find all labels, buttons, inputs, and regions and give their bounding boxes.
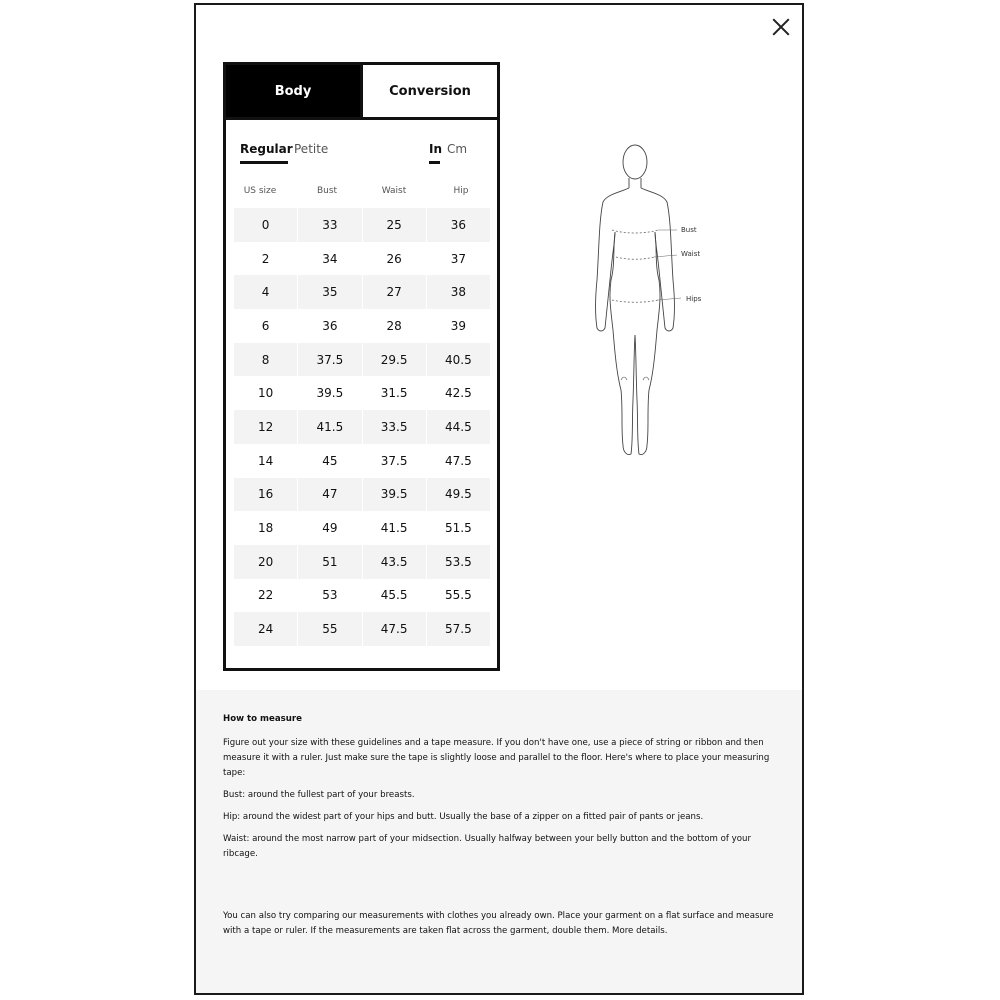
table-cell-us-size: 0: [234, 208, 297, 242]
table-cell-us-size: 16: [234, 478, 297, 512]
fit-regular-option[interactable]: Regular: [240, 142, 293, 156]
table-cell-us-size: 8: [234, 343, 297, 377]
table-row: [234, 275, 491, 309]
size-chart: [223, 62, 500, 671]
table-cell-us-size: 6: [234, 309, 297, 343]
how-to-measure-title: How to measure: [223, 714, 302, 724]
table-row: [234, 208, 491, 242]
table-cell-hip: 38: [427, 275, 490, 309]
table-cell-waist: 39.5: [363, 478, 426, 512]
table-cell-us-size: 4: [234, 275, 297, 309]
tab-body[interactable]: Body: [226, 65, 360, 117]
table-cell-hip: 47.5: [427, 444, 490, 478]
table-cell-bust: 47: [298, 478, 361, 512]
unit-selected-underline: [429, 161, 440, 164]
size-table-body: [234, 208, 491, 646]
table-cell-hip: 36: [427, 208, 490, 242]
table-cell-bust: 41.5: [298, 410, 361, 444]
table-cell-waist: 26: [363, 242, 426, 276]
table-cell-waist: 29.5: [363, 343, 426, 377]
fit-selected-underline: [240, 161, 288, 164]
table-cell-hip: 49.5: [427, 478, 490, 512]
how-to-measure-intro: Figure out your size with these guidelines and a tape measure. If you don't have one, use a piece of string or ribbon and then measure it with a ruler. Just make sure the tape is slightly loose and parallel to the floor. Here's where to place your measuring tape:: [223, 738, 770, 778]
table-cell-waist: 31.5: [363, 376, 426, 410]
close-icon[interactable]: [770, 16, 792, 38]
table-cell-bust: 36: [298, 309, 361, 343]
table-cell-bust: 33: [298, 208, 361, 242]
table-cell-waist: 43.5: [363, 545, 426, 579]
table-cell-waist: 33.5: [363, 410, 426, 444]
table-cell-hip: 57.5: [427, 612, 490, 646]
table-cell-waist: 27: [363, 275, 426, 309]
chart-tabs: [226, 65, 497, 120]
table-cell-us-size: 2: [234, 242, 297, 276]
figure-label-hips: Hips: [686, 295, 702, 303]
fit-petite-option[interactable]: Petite: [294, 142, 329, 156]
table-row: [234, 343, 491, 377]
table-cell-hip: 40.5: [427, 343, 490, 377]
table-cell-bust: 39.5: [298, 376, 361, 410]
table-cell-us-size: 10: [234, 376, 297, 410]
bust-instruction: Bust: around the fullest part of your breasts.: [223, 790, 415, 800]
table-row: [234, 242, 491, 276]
table-cell-us-size: 20: [234, 545, 297, 579]
column-header-bust: Bust: [316, 186, 338, 196]
unit-in-option[interactable]: In: [429, 142, 443, 156]
table-cell-bust: 53: [298, 579, 361, 613]
table-cell-us-size: 14: [234, 444, 297, 478]
table-cell-waist: 41.5: [363, 511, 426, 545]
table-cell-us-size: 12: [234, 410, 297, 444]
table-cell-us-size: 24: [234, 612, 297, 646]
compare-garment-text: You can also try comparing our measurements with clothes you already own. Place your garment on a flat surface and measure with a tape or ruler. If the measurements are taken flat across the garment, double them. More details.: [223, 911, 774, 936]
table-cell-hip: 39: [427, 309, 490, 343]
table-cell-hip: 55.5: [427, 579, 490, 613]
table-row: [234, 478, 491, 512]
table-row: [234, 410, 491, 444]
table-cell-bust: 55: [298, 612, 361, 646]
table-cell-hip: 42.5: [427, 376, 490, 410]
tab-conversion[interactable]: Conversion: [360, 65, 497, 117]
unit-cm-option[interactable]: Cm: [447, 142, 468, 156]
column-header-us-size: US size: [243, 186, 277, 196]
table-cell-waist: 45.5: [363, 579, 426, 613]
how-to-measure-section: [196, 690, 802, 993]
table-cell-bust: 49: [298, 511, 361, 545]
table-row: [234, 511, 491, 545]
table-cell-bust: 37.5: [298, 343, 361, 377]
column-header-hip: Hip: [453, 186, 469, 196]
column-header-waist: Waist: [381, 186, 407, 196]
table-cell-hip: 44.5: [427, 410, 490, 444]
figure-label-waist: Waist: [681, 250, 701, 258]
body-measurement-figure: [585, 140, 735, 470]
table-row: [234, 376, 491, 410]
table-cell-hip: 37: [427, 242, 490, 276]
table-row: [234, 444, 491, 478]
table-row: [234, 309, 491, 343]
table-row: [234, 579, 491, 613]
table-row: [234, 612, 491, 646]
hip-instruction: Hip: around the widest part of your hips and butt. Usually the base of a zipper on a fitted pair of pants or jeans.: [223, 812, 704, 822]
table-cell-bust: 45: [298, 444, 361, 478]
table-cell-bust: 51: [298, 545, 361, 579]
table-cell-waist: 25: [363, 208, 426, 242]
table-cell-waist: 28: [363, 309, 426, 343]
table-row: [234, 545, 491, 579]
table-cell-bust: 35: [298, 275, 361, 309]
waist-instruction: Waist: around the most narrow part of your midsection. Usually halfway between your belly button and the bottom of your ribcage.: [223, 834, 751, 859]
table-cell-bust: 34: [298, 242, 361, 276]
figure-label-bust: Bust: [681, 226, 697, 234]
table-cell-hip: 51.5: [427, 511, 490, 545]
table-cell-us-size: 22: [234, 579, 297, 613]
table-cell-us-size: 18: [234, 511, 297, 545]
table-cell-hip: 53.5: [427, 545, 490, 579]
table-cell-waist: 37.5: [363, 444, 426, 478]
table-cell-waist: 47.5: [363, 612, 426, 646]
